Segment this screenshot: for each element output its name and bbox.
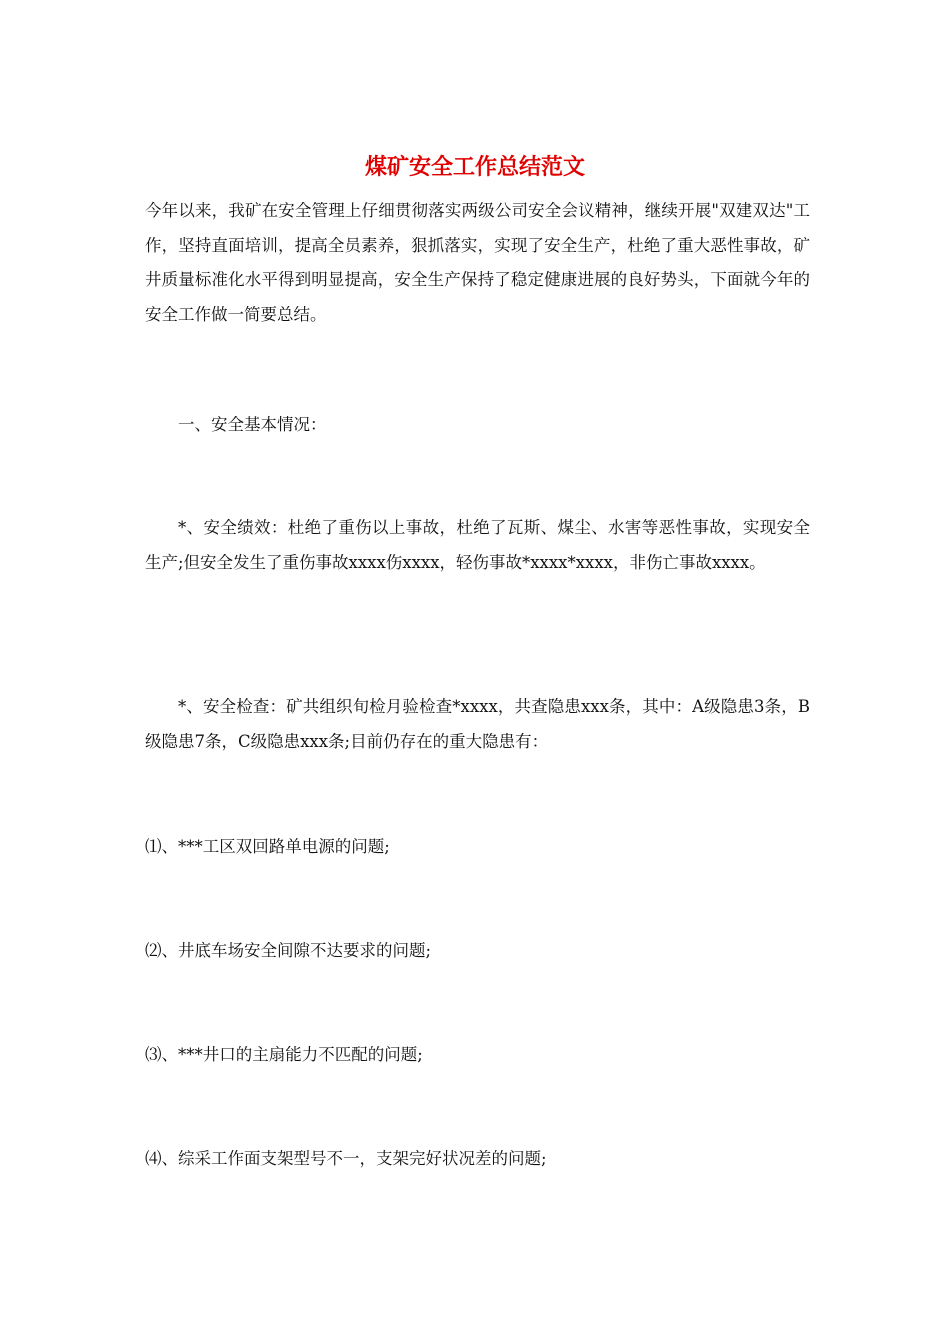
hazard-item-3: ⑶、***井口的主扇能力不匹配的问题; (145, 1045, 423, 1064)
safety-performance-paragraph: *、安全绩效：杜绝了重伤以上事故，杜绝了瓦斯、煤尘、水害等恶性事故，实现安全生产;但安全发生了重伤事故xxxx伤xxxx，轻伤事故*xxxx*xxxx，非伤亡事故xxxx。 (145, 518, 810, 572)
document-title: 煤矿安全工作总结范文 (364, 154, 585, 180)
hazard-item-1: ⑴、***工区双回路单电源的问题; (145, 837, 390, 856)
hazard-item-4: ⑷、综采工作面支架型号不一，支架完好状况差的问题; (145, 1149, 547, 1168)
hazard-item-2: ⑵、井底车场安全间隙不达要求的问题; (145, 941, 432, 960)
intro-paragraph: 今年以来，我矿在安全管理上仔细贯彻落实两级公司安全会议精神，继续开展"双建双达"工作，坚持直面培训，提高全员素养，狠抓落实，实现了安全生产，杜绝了重大恶性事故，矿井质量标准化水平得到明显提高，安全生产保持了稳定健康进展的良好势头，下面就今年的安全工作做一简要总结。 (145, 201, 810, 324)
safety-inspection-paragraph: *、安全检查：矿共组织旬检月验检查*xxxx，共查隐患xxx条，其中：A级隐患3条，B级隐患7条，C级隐患xxx条;目前仍存在的重大隐患有： (145, 697, 810, 751)
section-heading: 一、安全基本情况： (178, 415, 327, 434)
